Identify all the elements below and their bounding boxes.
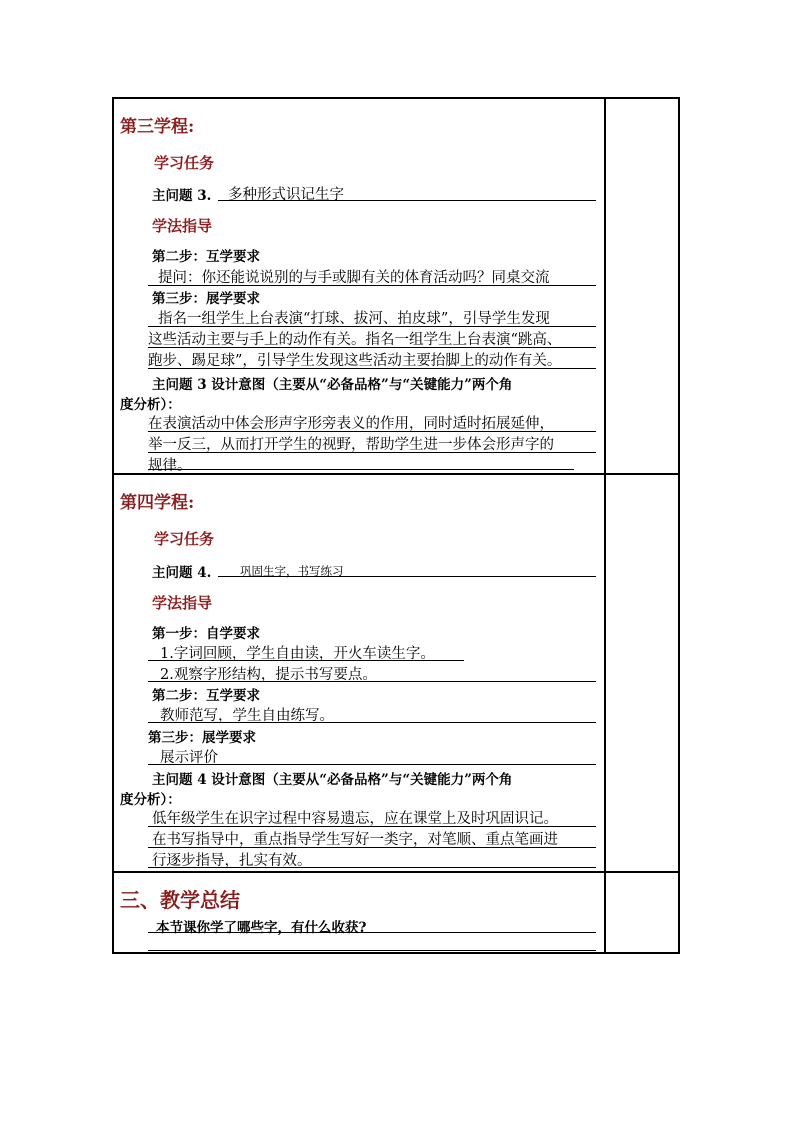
section4-step3-label: 第三步：展学要求 [148, 730, 256, 746]
section4-main-question-label: 主问题 4. [152, 565, 212, 581]
section4-intent-text: 在书写指导中，重点指导学生写好一类字，对笔顺、重点笔画进 [152, 832, 558, 848]
section4-heading: 第四学程: [120, 493, 195, 513]
underline [148, 826, 596, 827]
underline [148, 326, 596, 327]
underline [148, 431, 596, 432]
section3-intent-line1: 主问题 3 设计意图（主要从“必备品格”与“关键能力”两个角 [152, 377, 513, 393]
underline [148, 950, 596, 951]
section4-intent-line2: 度分析）： [120, 792, 181, 808]
underline [148, 368, 596, 369]
section3-step2-text: 提问：你还能说说别的与手或脚有关的体育活动吗？同桌交流 [158, 270, 550, 286]
section4-step1-item: 1.字词回顾，学生自由读，开火车读生字。 [160, 646, 435, 662]
section4-method-heading: 学法指导 [152, 594, 213, 612]
underline [148, 932, 596, 933]
underline [148, 764, 596, 765]
section3-intent-text: 举一反三，从而打开学生的视野，帮助学生进一步体会形声字的 [148, 437, 554, 453]
underline [218, 200, 596, 201]
section3-heading: 第三学程: [120, 117, 195, 137]
underline [148, 347, 596, 348]
section3-main-question-label: 主问题 3. [152, 188, 212, 204]
underline [148, 469, 574, 470]
section4-step1-label: 第一步：自学要求 [152, 626, 260, 642]
underline [148, 660, 464, 661]
section4-step2-text: 教师范写，学生自由练写。 [160, 708, 334, 724]
section4-task-heading: 学习任务 [154, 530, 215, 548]
section4-step3-text: 展示评价 [160, 750, 218, 766]
section3-method-heading: 学法指导 [152, 217, 213, 235]
underline [218, 576, 596, 577]
section4-intent-text: 行逐步指导，扎实有效。 [152, 853, 312, 869]
section3-intent-line2: 度分析）： [120, 397, 181, 413]
underline [148, 681, 596, 682]
section4-intent-line1: 主问题 4 设计意图（主要从“必备品格”与“关键能力”两个角 [152, 772, 513, 788]
summary-question: 本节课你学了哪些字，有什么收获? [156, 920, 367, 936]
section3-step3-line: 这些活动主要与手上的动作有关。指名一组学生上台表演“跳高、 [148, 332, 562, 348]
underline [148, 285, 596, 286]
section3-intent-text: 规律。 [148, 458, 192, 474]
section3-step2-label: 第二步：互学要求 [152, 249, 260, 265]
section4-intent-text: 低年级学生在识字过程中容易遗忘，应在课堂上及时巩固识记。 [152, 811, 558, 827]
section3-intent-text: 在表演活动中体会形声字形旁表义的作用，同时适时拓展延伸， [148, 416, 554, 432]
underline [148, 867, 596, 868]
row-divider [114, 473, 678, 475]
underline [148, 847, 596, 848]
section4-step1-item: 2.观察字形结构，提示书写要点。 [160, 667, 377, 683]
section3-task-heading: 学习任务 [154, 154, 215, 172]
underline [148, 722, 596, 723]
underline [148, 452, 596, 453]
section3-step3-line: 指名一组学生上台表演“打球、拔河、拍皮球”，引导学生发现 [158, 311, 550, 327]
section3-step3-label: 第三步：展学要求 [152, 291, 260, 307]
summary-heading: 三、教学总结 [120, 888, 240, 912]
section3-main-question-text: 多种形式识记生字 [228, 187, 344, 203]
column-divider [604, 99, 606, 952]
section4-main-question-text: 巩固生字，书写练习 [240, 564, 344, 578]
row-divider [114, 871, 678, 873]
section3-step3-line: 跑步、踢足球”，引导学生发现这些活动主要抬脚上的动作有关。 [148, 353, 562, 369]
section4-step2-label: 第二步：互学要求 [152, 688, 260, 704]
